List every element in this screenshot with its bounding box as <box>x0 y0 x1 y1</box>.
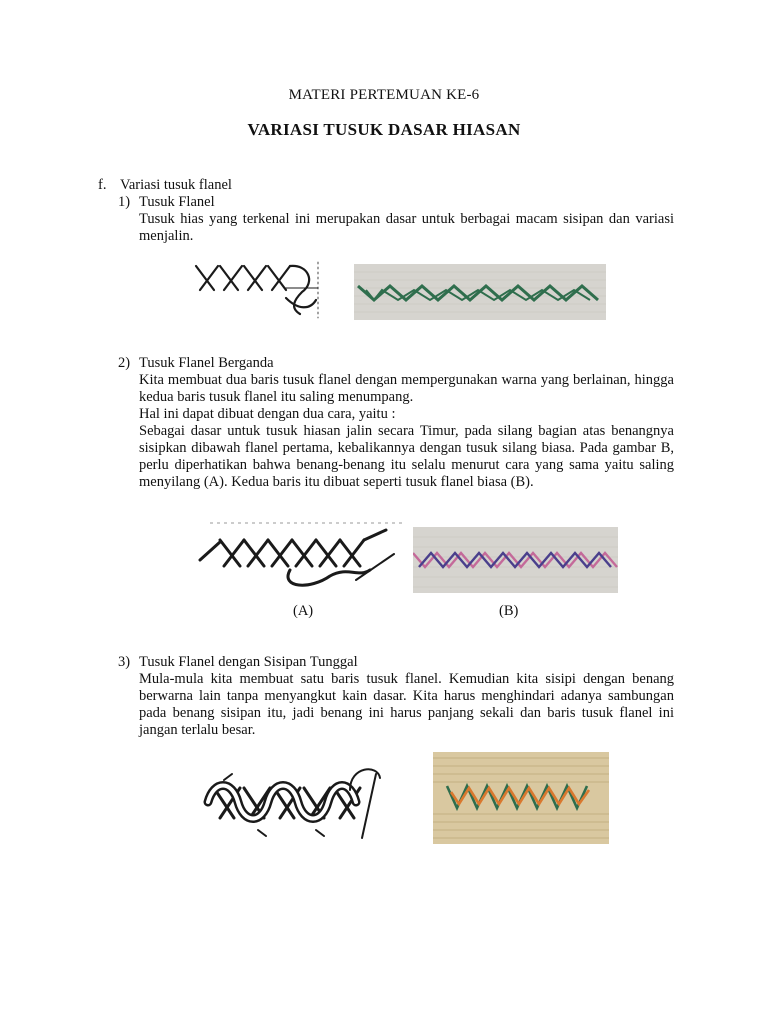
item-1-heading: Tusuk Flanel <box>139 194 215 210</box>
item-3-number: 3) <box>118 654 131 670</box>
item-2-heading: Tusuk Flanel Berganda <box>139 355 274 371</box>
item-1-paragraph: Tusuk hias yang terkenal ini merupakan dasar untuk berbagai macam sisipan dan variasi menjalin. <box>139 211 674 244</box>
single-insert-flanel-sketch <box>200 760 390 844</box>
item-1-number: 1) <box>118 194 131 210</box>
single-insert-flanel-photo <box>433 752 609 844</box>
item-2-paragraph-1: Kita membuat dua baris tusuk flanel dengan mempergunakan warna yang berlainan, hingga kedua baris tusuk flanel itu saling menumpang. <box>139 372 674 405</box>
section-heading: Variasi tusuk flanel <box>120 177 232 193</box>
document-subtitle: MATERI PERTEMUAN KE-6 <box>288 87 480 103</box>
caption-a: (A) <box>293 603 314 619</box>
caption-b: (B) <box>499 603 519 619</box>
document-title: VARIASI TUSUK DASAR HIASAN <box>247 120 521 139</box>
section-marker: f. <box>98 177 107 193</box>
flanel-stitch-sketch <box>190 258 322 324</box>
flanel-stitch-photo <box>354 264 606 320</box>
item-3-paragraph: Mula-mula kita membuat satu baris tusuk flanel. Kemudian kita sisipi dengan benang berwarna lain tanpa menyangkut kain dasar. Kita harus menghindari adanya sambungan pada benang sisipan itu, jadi benang ini harus panjang sekali dan baris tusuk flanel ini jangan terlalu besar. <box>139 671 674 738</box>
item-3-heading: Tusuk Flanel dengan Sisipan Tunggal <box>139 654 358 670</box>
item-2-paragraph-2: Hal ini dapat dibuat dengan dua cara, yaitu : <box>139 406 396 422</box>
item-2-paragraph-3: Sebagai dasar untuk tusuk hiasan jalin secara Timur, pada silang bagian atas benangnya sisipkan dibawah flanel pertama, kebalikannya dengan tusuk silang biasa. Pada gambar B, perlu diperhatikan bahwa benang-benang itu selalu menurut cara yang sama yaitu saling menyilang (A). Kedua baris itu dibuat seperti tusuk flanel biasa (B). <box>139 423 674 490</box>
double-flanel-sketch <box>180 520 402 594</box>
item-2-number: 2) <box>118 355 131 371</box>
double-flanel-photo <box>413 527 618 593</box>
